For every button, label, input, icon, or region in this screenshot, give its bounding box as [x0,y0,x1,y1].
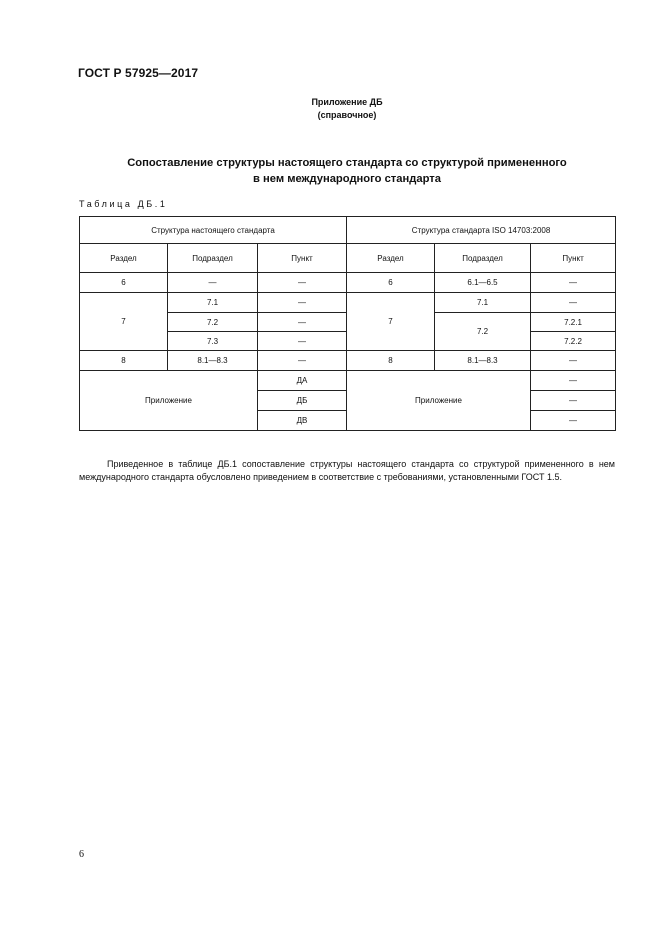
comparison-table [79,216,616,431]
table-cell: — [531,351,616,371]
table-cell: 8 [347,351,435,371]
table-cell: 6 [80,273,168,293]
table-cell: 8.1—8.3 [168,351,258,371]
page-number: 6 [79,849,84,860]
table-cell: 6 [347,273,435,293]
table-cell: 7.2.1 [531,313,616,332]
table-cell: 8 [80,351,168,371]
table-cell: — [258,293,347,313]
appendix-note: (справочное) [317,110,377,120]
table-cell: — [258,313,347,332]
table-cell: 7.3 [168,332,258,351]
table-cell: 7.1 [435,293,531,313]
col-header-section: Раздел [347,244,435,273]
table-cell: — [531,391,616,411]
table-cell: ДВ [258,411,347,431]
document-code: ГОСТ Р 57925—2017 [78,66,199,80]
col-header-subsection: Подраздел [168,244,258,273]
table-caption: Таблица ДБ.1 [79,199,168,209]
table-cell: — [531,411,616,431]
table-note-paragraph: Приведенное в таблице ДБ.1 сопоставление структуры настоящего стандарта со структурой примененного в нем международного стандарта обусловлено приведением в соответствие с требованиями, установленными ГОСТ 1.5. [79,459,615,482]
table-cell: — [168,273,258,293]
table-row [80,273,616,293]
table-cell: — [258,332,347,351]
header-this-standard: Структура настоящего стандарта [80,217,347,244]
appendix-heading [0,96,661,122]
table-cell: 7.2 [168,313,258,332]
col-header-subsection: Подраздел [435,244,531,273]
page-title-line-2: в нем международного стандарта [253,173,441,185]
col-header-section: Раздел [80,244,168,273]
col-header-point: Пункт [531,244,616,273]
appendix-title: Приложение ДБ [311,97,383,107]
table-cell: — [531,293,616,313]
table-cell: Приложение [80,371,258,431]
table-cell: 7.2 [435,313,531,351]
table-header-row [80,217,616,244]
table-cell: — [258,351,347,371]
page-title-line-1: Сопоставление структуры настоящего стандарта со структурой примененного [127,157,567,169]
table-row [80,371,616,391]
table-cell: 7 [80,293,168,351]
col-header-point: Пункт [258,244,347,273]
page-title [0,155,661,187]
table-cell: — [258,273,347,293]
table-cell: 7.1 [168,293,258,313]
table-cell: — [531,273,616,293]
table-cell: 7.2.2 [531,332,616,351]
table-cell: ДА [258,371,347,391]
table-cell: — [531,371,616,391]
table-cell: 8.1—8.3 [435,351,531,371]
table-cell: ДБ [258,391,347,411]
table-cell: Приложение [347,371,531,431]
table-row [80,351,616,371]
header-iso-standard: Структура стандарта ISO 14703:2008 [347,217,616,244]
table-cell: 6.1—6.5 [435,273,531,293]
table-subheader-row [80,244,616,273]
table-row [80,293,616,313]
table-cell: 7 [347,293,435,351]
